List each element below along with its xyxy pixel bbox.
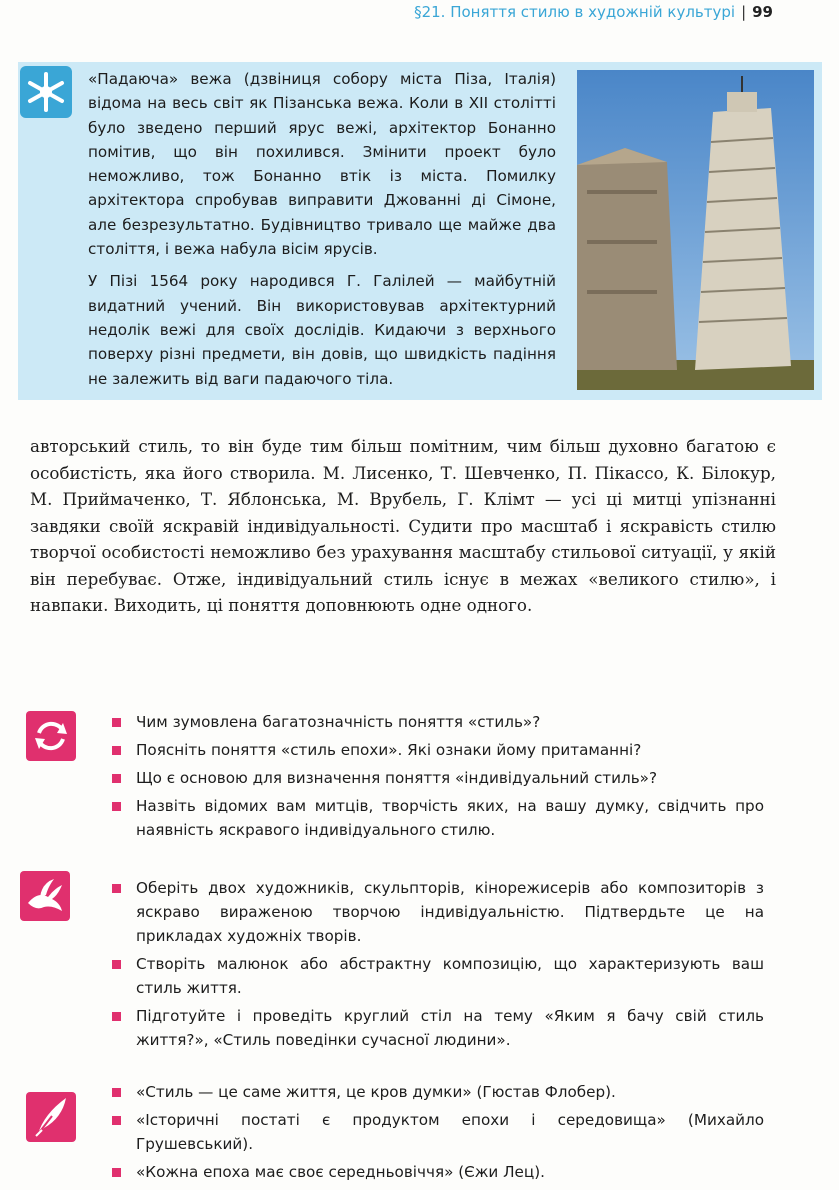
list-item: Поясніть поняття «стиль епохи». Які ознаки йому притаманні? (108, 738, 764, 762)
questions-list (108, 710, 764, 846)
info-box-text (88, 67, 556, 399)
list-item: «Кожна епоха має своє середньовіччя» (Єжи Лец). (108, 1160, 764, 1184)
info-paragraph: «Падаюча» вежа (дзвіниця собору міста Піза, Італія) відома на весь світ як Пізанська вежа. Коли в XII столітті було зведено перший ярус вежі, архітектор Бонанно помітив, що він похилився. Змінити проект було неможливо, тож Бонанно втік із міста. Помилку архітектора спробував виправити Джованні ді Сімоне, але безрезультатно. Будівництво тривало ще майже два століття, і вежа набула вісім ярусів. (88, 70, 556, 259)
list-item: Що є основою для визначення поняття «індивідуальний стиль»? (108, 766, 764, 790)
list-item: Назвіть відомих вам митців, творчість яких, на вашу думку, свідчить про наявність яскравого індивідуального стилю. (108, 794, 764, 842)
leaning-tower-photo (577, 70, 814, 390)
quotes-list (108, 1080, 764, 1188)
list-item: Оберіть двох художників, скульпторів, кінорежисерів або композиторів з яскраво вираженою творчою індивідуальністю. Підтвердьте це на прикладах художніх творів. (108, 876, 764, 948)
main-text: авторський стиль, то він буде тим більш помітним, чим більш духовно багатою є особистість, яка його створила. М. Лисенко, Т. Шевченко, П. Пікассо, К. Білокур, М. Приймаченко, Т. Яблонська, М. Врубель, Г. Клімт — усі ці митці упізнанні завдяки своїй яскравій індивідуальності. Судити про масштаб і яскравість стилю творчої особистості неможливо без урахування масштабу стильової ситуації, у якій він перебуває. Отже, індивідуальний стиль існує в межах «великого стилю», і навпаки. Виходить, ці поняття доповнюють одне одного. (30, 436, 776, 615)
tasks-list (108, 876, 764, 1056)
list-item: Підготуйте і проведіть круглий стіл на тему «Яким я бачу свій стиль життя?», «Стиль поведінки сучасної людини». (108, 1004, 764, 1052)
snowflake-icon (20, 66, 72, 118)
info-paragraph: У Пізі 1564 року народився Г. Галілей — майбутній видатний учений. Він використовував архітектурний недолік вежі для своїх дослідів. Кидаючи з верхнього поверху різні предмети, він довів, що швидкість падіння не залежить від ваги падаючого тіла. (88, 272, 556, 388)
refresh-icon (26, 711, 76, 761)
list-item: «Стиль — це саме життя, це кров думки» (Гюстав Флобер). (108, 1080, 764, 1104)
pegasus-icon (20, 871, 70, 921)
quill-icon (26, 1092, 76, 1142)
list-item: Чим зумовлена багатозначність поняття «стиль»? (108, 710, 764, 734)
header-separator: | (741, 3, 747, 21)
page-header (414, 3, 773, 21)
list-item: Створіть малюнок або абстрактну композицію, що характеризують ваш стиль життя. (108, 952, 764, 1000)
section-title: §21. Поняття стилю в художній культурі (414, 3, 736, 21)
page-number: 99 (752, 3, 773, 21)
list-item: «Історичні постаті є продуктом епохи і середовища» (Михайло Грушевський). (108, 1108, 764, 1156)
